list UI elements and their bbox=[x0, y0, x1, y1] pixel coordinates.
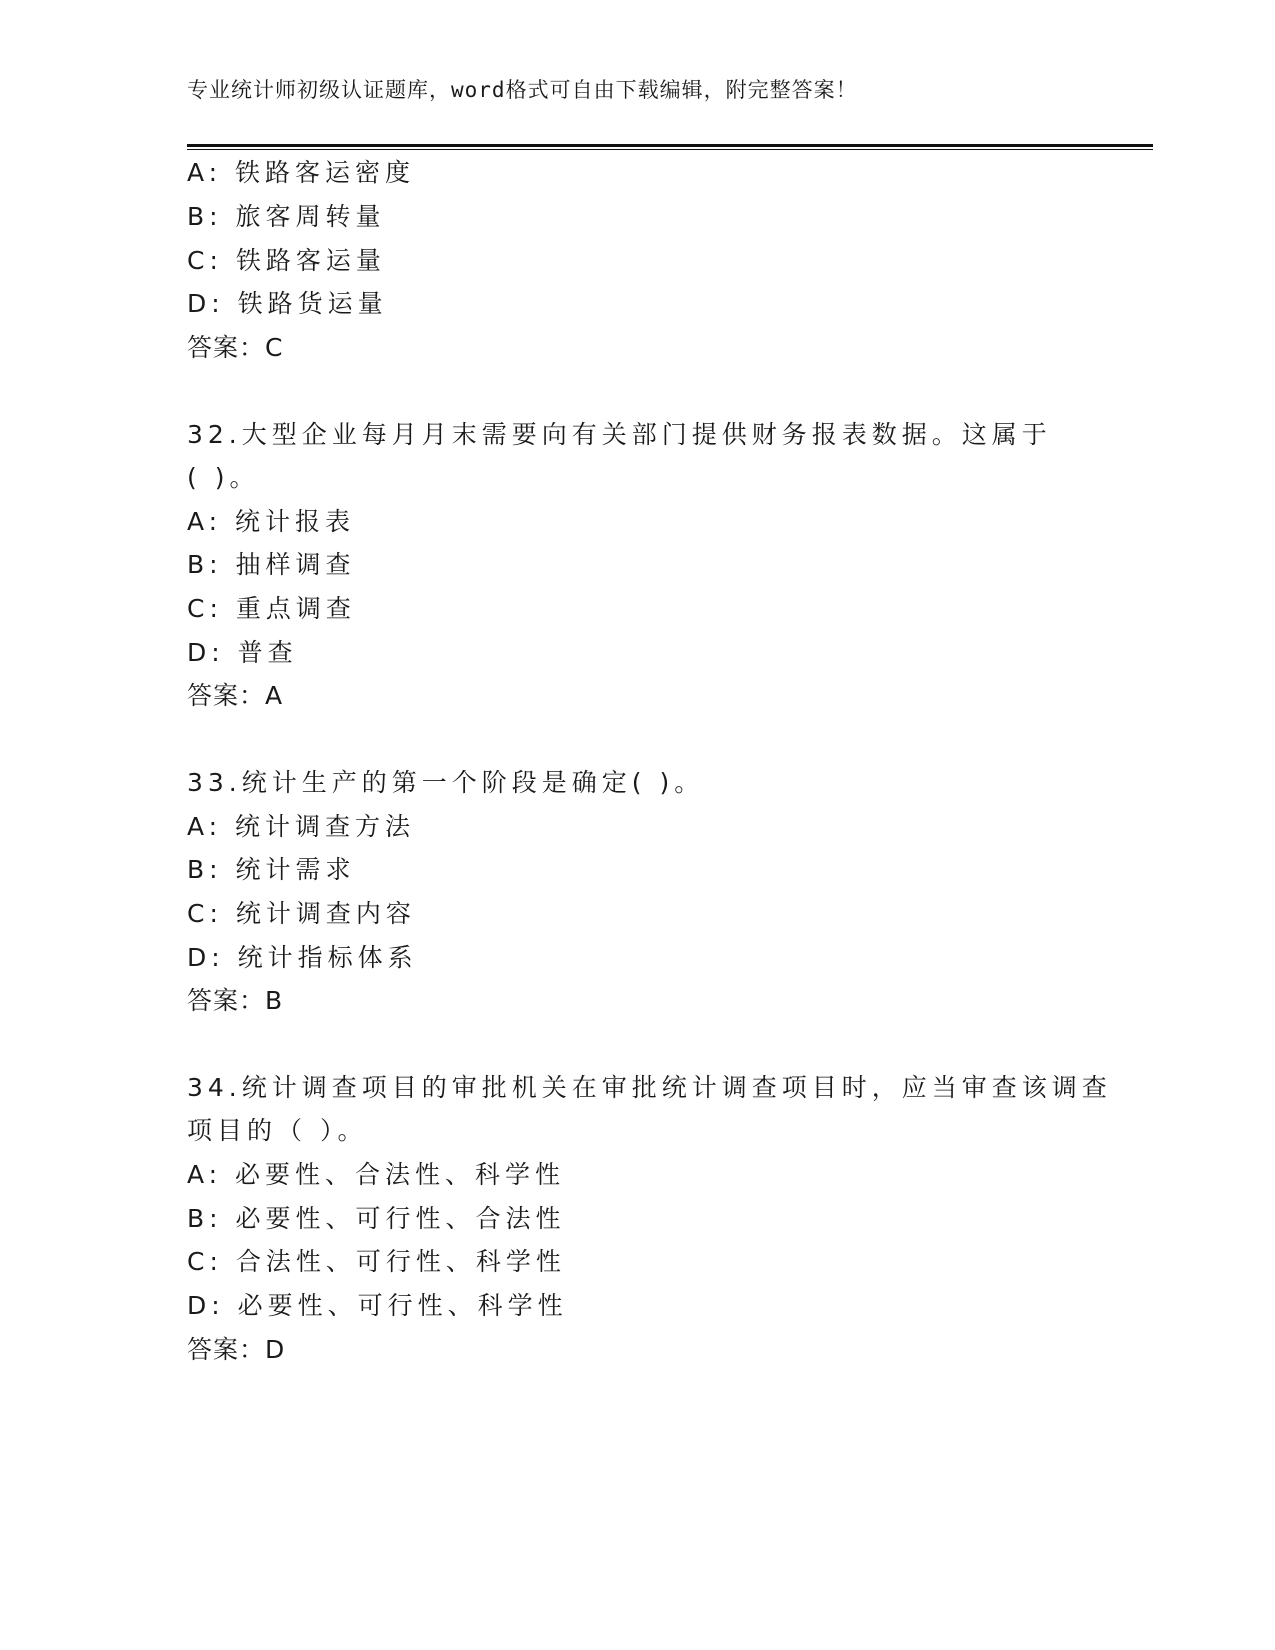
q32-answer: 答案：A bbox=[187, 681, 284, 710]
q34-option-b: B: 必要性、可行性、合法性 bbox=[187, 1204, 566, 1233]
q34-option-d: D: 必要性、可行性、科学性 bbox=[187, 1291, 568, 1320]
q33-option-b: B: 统计需求 bbox=[187, 855, 356, 884]
page-header: 专业统计师初级认证题库，word格式可自由下载编辑，附完整答案！ bbox=[187, 78, 858, 102]
q32-option-b: B: 抽样调查 bbox=[187, 550, 356, 579]
q32-option-a: A: 统计报表 bbox=[187, 507, 356, 536]
q32-stem-line1: 32.大型企业每月月末需要向有关部门提供财务报表数据。这属于 bbox=[187, 420, 1052, 449]
header-rule-thin bbox=[187, 149, 1153, 150]
q33-option-c: C: 统计调查内容 bbox=[187, 899, 416, 928]
q31-answer: 答案：C bbox=[187, 333, 284, 362]
q31-option-c: C: 铁路客运量 bbox=[187, 246, 386, 275]
q31-option-a: A: 铁路客运密度 bbox=[187, 158, 416, 187]
header-rule-thick bbox=[187, 144, 1153, 147]
q31-option-d: D: 铁路货运量 bbox=[187, 289, 388, 318]
q32-option-d: D: 普查 bbox=[187, 638, 298, 667]
q33-stem-line1: 33.统计生产的第一个阶段是确定( )。 bbox=[187, 768, 705, 797]
q34-option-c: C: 合法性、可行性、科学性 bbox=[187, 1247, 566, 1276]
q34-stem-line2: 项目的（ ）。 bbox=[187, 1116, 368, 1145]
q34-answer: 答案：D bbox=[187, 1335, 286, 1364]
q32-option-c: C: 重点调查 bbox=[187, 594, 356, 623]
q34-stem-line1: 34.统计调查项目的审批机关在审批统计调查项目时，应当审查该调查 bbox=[187, 1073, 1112, 1102]
q32-stem-line2: ( )。 bbox=[187, 463, 260, 492]
q33-option-d: D: 统计指标体系 bbox=[187, 943, 418, 972]
q34-option-a: A: 必要性、合法性、科学性 bbox=[187, 1160, 566, 1189]
q31-option-b: B: 旅客周转量 bbox=[187, 202, 386, 231]
q33-answer: 答案：B bbox=[187, 986, 284, 1015]
q33-option-a: A: 统计调查方法 bbox=[187, 812, 416, 841]
